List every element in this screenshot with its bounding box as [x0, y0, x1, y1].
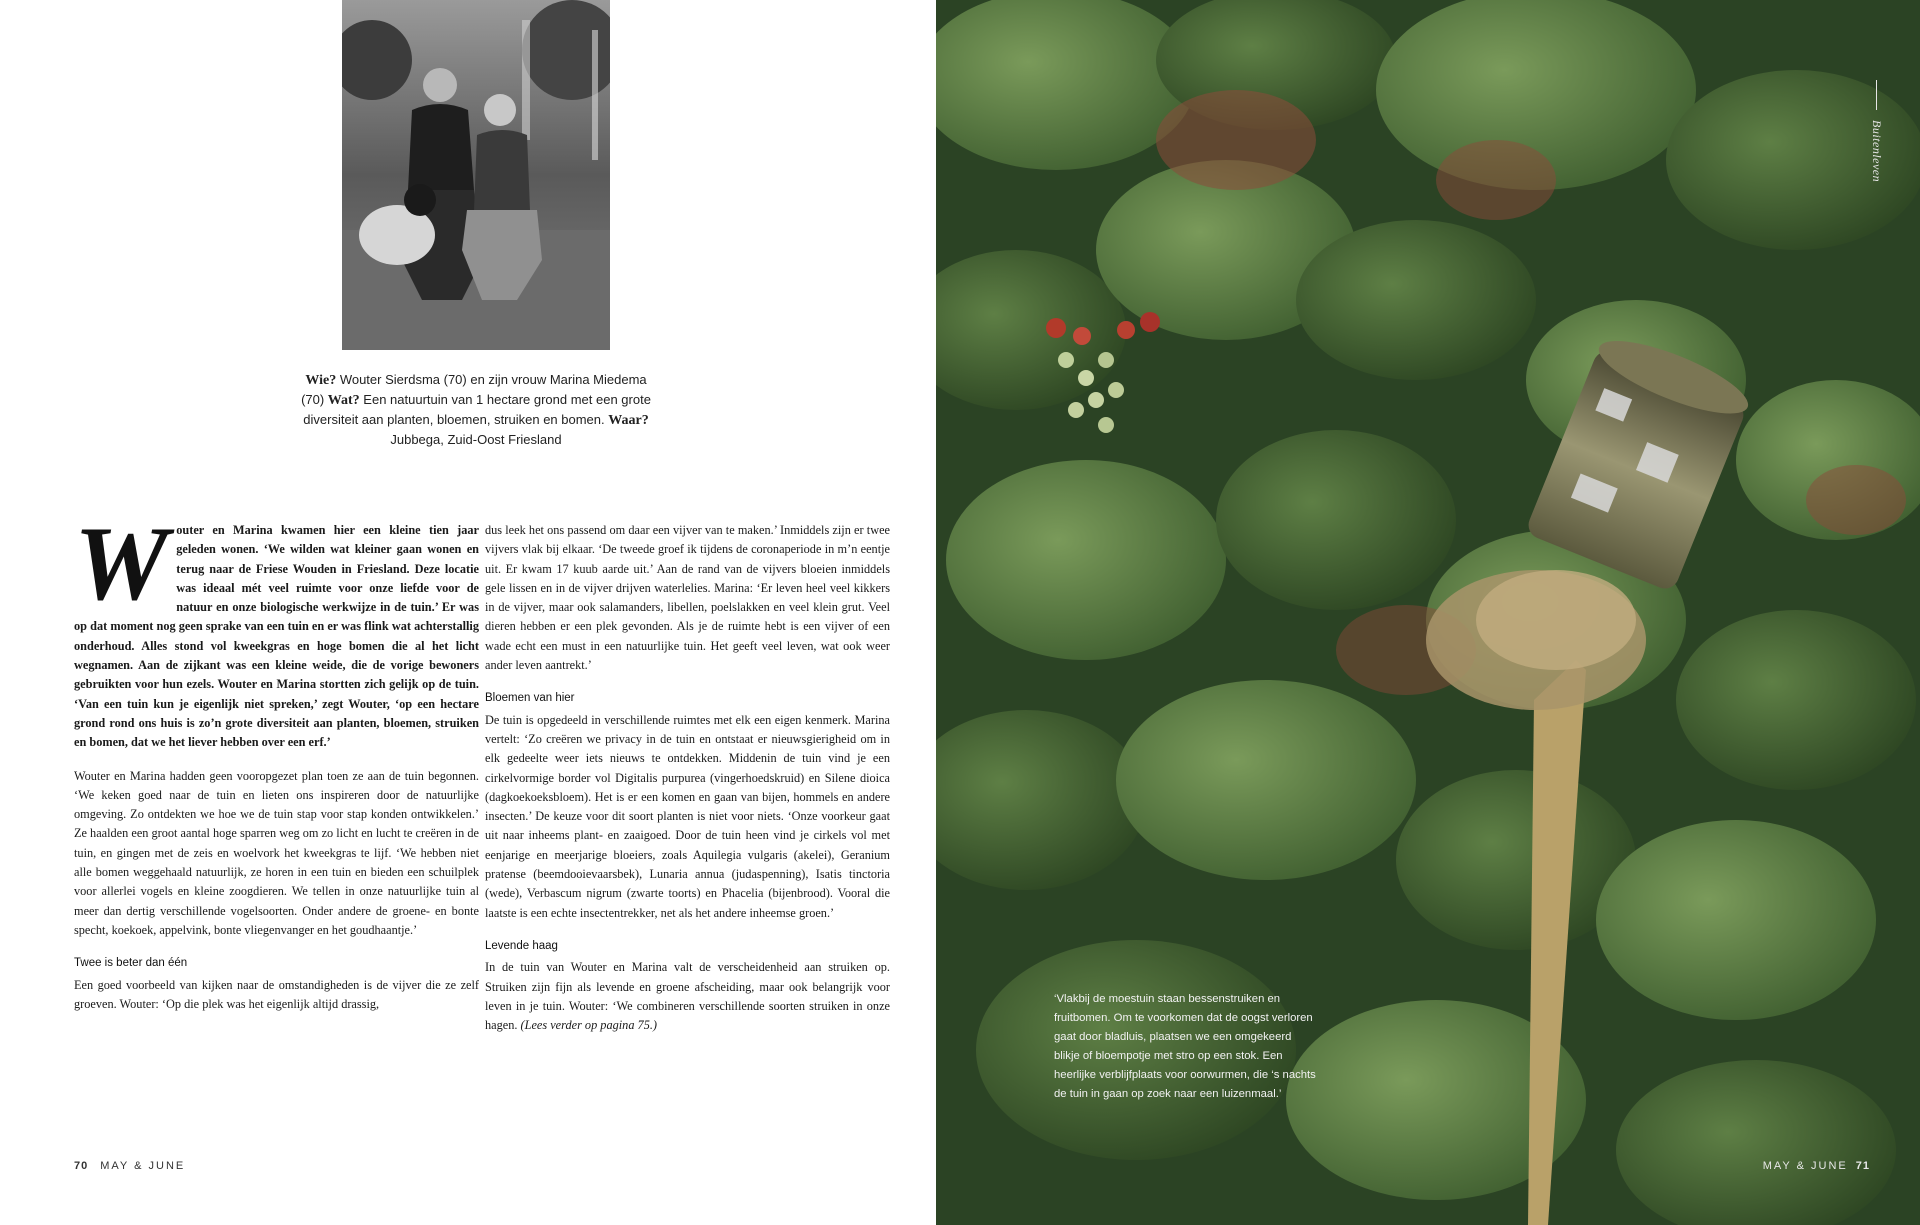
magazine-name-left: MAY & JUNE	[100, 1160, 186, 1172]
article-paragraph-3: dus leek het ons passend om daar een vijver van te maken.’ Inmiddels zijn er twee vijvers vlak bij elkaar. ‘De tweede groef ik tijdens de coronaperiode in m’n eentje uit. Er kwam 17 kuub aarde uit.’ Aan de rand van de vijvers bloeien inmiddels gele lissen en in de vijver drijven waterlelies. Marina: ‘Er leven heel veel kikkers in de vijver, maar ook salamanders, libellen, poelslakken en veel klein grut. Veel dieren hebben er een plek gevonden. Als je de ruimte hebt is een vijver of een wade echt een must in een natuurlijke tuin. Het geeft veel leven, wat ook weer ander leven aantrekt.’	[485, 523, 890, 673]
article-paragraph-1: Wouter en Marina hadden geen vooropgezet plan toen ze aan de tuin begonnen. ‘We keken goed naar de tuin en lieten ons inspireren door de natuurlijke omgeving. Zo ontdekten we hoe we de tuin stap voor stap konden ontwikkelen.’ Ze haalden een groot aantal hoge sparren weg om zo licht en lucht te creëren in de tuin, en gingen met de zeis en woelvork het kweekgras te lijf. ‘We hebben niet alle bomen weggehaald natuurlijk, ze horen in een tuin en bieden een schuilplek voor allerlei vogels en kleine zoogdieren. We tellen in onze natuurlijke tuin al meer dan dertig verschillende vogelsoorten. Onder andere de groene- en bonte specht, koekoek, appelvink, bonte vliegenvanger en het goudhaantje.’	[74, 768, 479, 937]
portrait-illustration	[342, 0, 610, 350]
subhead-levende-haag: Levende haag	[485, 939, 558, 952]
photo-caption: ‘Vlakbij de moestuin staan bessenstruiken en fruitbomen. Om te voorkomen dat de oogst verloren gaat door bladluis, plaatsen we een omgekeerd blikje of bloempotje met stro op een stok. Een heerlijke verblijfplaats voor oorwurmen, die ‘s nachts de tuin in gaan op zoek naar een luizenmaal.’	[1054, 993, 1316, 1100]
page-number-right: 71	[1855, 1160, 1870, 1172]
article-column-right	[485, 521, 890, 1049]
caption-waar-text: Jubbega, Zuid-Oost Friesland	[390, 432, 562, 447]
caption-wat-text: Een natuurtuin van 1 hectare grond met een grote diversiteit aan planten, bloemen, struiken en bomen.	[303, 392, 651, 427]
footer-right	[1763, 1160, 1870, 1172]
article-intro	[74, 505, 479, 753]
caption-wat-label: Wat?	[327, 393, 360, 408]
portrait-caption	[300, 370, 652, 449]
caption-wie-label: Wie?	[305, 373, 337, 388]
article-paragraph-4: De tuin is opgedeeld in verschillende ruimtes met elk een eigen kenmerk. Marina vertelt: ‘Zo creëren we privacy in de tuin en ontstaat er nieuwsgierigheid om in elk gedeelte weer iets nieuws te ontdekken. Middenin de tuin vind je een cirkelvormige border vol Digitalis purpurea (vingerhoedskruid) en Silene dioica (dagkoekoeksbloem). Het is er een komen en gaan van bijen, hommels en andere insecten.’ De keuze voor dit soort planten is niet voor niets. ‘Onze voorkeur gaat uit naar inheems plant- en zaaigoed. Door de tuin heen vind je cirkels vol met eenjarige en meerjarige bloeiers, zoals Aquilegia vulgaris (akelei), Geranium pratense (beemdooievaarsbek), Lunaria annua (judaspenning), Isatis tinctoria (wede), Verbascum nigrum (zwarte toorts) en Phacelia (bijenbrood). Vooral die laatste is een echte insectentrekker, net als het andere inheemse groen.’	[485, 712, 890, 920]
subhead-bloemen-van-hier: Bloemen van hier	[485, 692, 575, 705]
left-page	[0, 0, 936, 1225]
caption-wie-text: Wouter Sierdsma (70) en zijn vrouw Marina Miedema (70)	[301, 372, 647, 407]
portrait-photo	[342, 0, 610, 350]
dropcap: W	[74, 505, 169, 622]
caption-waar-label: Waar?	[608, 413, 649, 428]
magazine-name-right: MAY & JUNE	[1762, 1160, 1848, 1172]
footer-left	[74, 1160, 185, 1172]
continued-reference: (Lees verder op pagina 75.)	[520, 1018, 658, 1033]
paragraph-5-text: In de tuin van Wouter en Marina valt de verscheidenheid aan struiken op. Struiken zijn fijn als levende en groene afscheiding, maar ook belangrijk voor leven in je tuin. Wouter: ‘We combineren verschillende soorten struiken in onze hagen.	[485, 960, 890, 1033]
article-paragraph-2: Een goed voorbeeld van kijken naar de omstandigheden is de vijver die ze zelf groeven. Wouter: ‘Op die plek was het eigenlijk altijd drassig,	[74, 977, 479, 1011]
section-label: Buitenleven	[1870, 120, 1884, 183]
article-paragraph-5	[485, 958, 890, 1035]
right-page-photo	[936, 0, 1920, 1225]
side-rule	[1876, 80, 1877, 110]
subhead-twee-is-beter: Twee is beter dan één	[74, 957, 188, 970]
page-number-left: 70	[74, 1160, 89, 1172]
article-column-left	[74, 505, 479, 1028]
intro-text: outer en Marina kwamen hier een kleine tien jaar geleden wonen. ‘We wilden wat kleiner gaan wonen en terug naar de Friese Wouden in Friesland. Deze locatie was ideaal mét veel ruimte voor onze liefde voor de natuur en onze biologische werkwijze in de tuin.’ Er was op dat moment nog geen sprake van een tuin en er was flink wat achterstallig onderhoud. Alles stond vol kweekgras en hoge bomen die al het licht wegnamen. Aan de zijkant was een kleine weide, die de vorige bewoners gebruikten voor hun ezels. Wouter en Marina stortten zich gelijk op de tuin. ‘Van een tuin kun je eigenlijk niet spreken,’ zegt Wouter, ‘op een hectare grond rond ons huis is zo’n grote diversiteit aan planten, bloemen, struiken en bomen, dat we het liever hebben over een erf.’	[74, 523, 479, 750]
